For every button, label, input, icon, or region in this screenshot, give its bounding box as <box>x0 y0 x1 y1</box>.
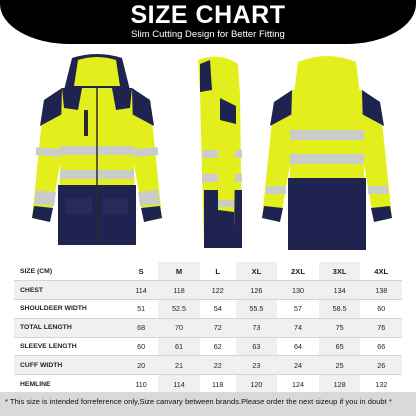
measurement-value: 124 <box>277 375 319 394</box>
measurement-value: 118 <box>200 375 236 394</box>
measurement-value: 58.5 <box>319 300 361 319</box>
measurement-value: 122 <box>200 281 236 300</box>
table-row <box>14 318 402 337</box>
size-col-header: S <box>124 262 158 281</box>
size-col-header: M <box>158 262 200 281</box>
measurement-value: 66 <box>360 337 402 356</box>
size-col-header: XL <box>236 262 278 281</box>
jacket-side-image <box>180 50 260 260</box>
size-table <box>14 262 402 394</box>
measurement-value: 57 <box>277 300 319 319</box>
measurement-value: 65 <box>319 337 361 356</box>
measurement-value: 23 <box>236 356 278 375</box>
size-col-header: 4XL <box>360 262 402 281</box>
measurement-value: 128 <box>319 375 361 394</box>
measurement-value: 73 <box>236 318 278 337</box>
footnote-bar <box>0 392 416 416</box>
measurement-label: CUFF WIDTH <box>14 356 124 375</box>
measurement-value: 51 <box>124 300 158 319</box>
measurement-value: 52.5 <box>158 300 200 319</box>
measurement-value: 126 <box>236 281 278 300</box>
measurement-label: SHOULDEER WIDTH <box>14 300 124 319</box>
measurement-value: 54 <box>200 300 236 319</box>
measurement-value: 61 <box>158 337 200 356</box>
measurement-value: 68 <box>124 318 158 337</box>
banner-title: SIZE CHART <box>130 1 286 29</box>
measurement-label: HEMLINE <box>14 375 124 394</box>
measurement-value: 110 <box>124 375 158 394</box>
size-unit-label: SIZE (CM) <box>14 262 124 281</box>
measurement-value: 114 <box>124 281 158 300</box>
measurement-value: 76 <box>360 318 402 337</box>
measurement-value: 24 <box>277 356 319 375</box>
measurement-value: 22 <box>200 356 236 375</box>
jacket-front-image <box>22 50 172 260</box>
measurement-label: TOTAL LENGTH <box>14 318 124 337</box>
measurement-value: 132 <box>360 375 402 394</box>
table-row <box>14 375 402 394</box>
measurement-value: 130 <box>277 281 319 300</box>
measurement-value: 63 <box>236 337 278 356</box>
footnote-text: * This size is intended forreference only,Size canvary between brands.Please order the next sizeup if you in doubt * <box>5 397 392 406</box>
measurement-value: 26 <box>360 356 402 375</box>
measurement-value: 75 <box>319 318 361 337</box>
table-row <box>14 300 402 319</box>
banner-subtitle: Slim Cutting Design for Better Fitting <box>131 29 285 40</box>
table-row <box>14 337 402 356</box>
measurement-value: 55.5 <box>236 300 278 319</box>
measurement-value: 114 <box>158 375 200 394</box>
table-row <box>14 356 402 375</box>
measurement-value: 138 <box>360 281 402 300</box>
measurement-label: CHEST <box>14 281 124 300</box>
jacket-back-image <box>252 50 402 260</box>
measurement-value: 62 <box>200 337 236 356</box>
title-banner <box>0 0 416 44</box>
measurement-value: 120 <box>236 375 278 394</box>
measurement-value: 74 <box>277 318 319 337</box>
measurement-value: 134 <box>319 281 361 300</box>
measurement-value: 20 <box>124 356 158 375</box>
measurement-value: 25 <box>319 356 361 375</box>
measurement-value: 60 <box>124 337 158 356</box>
measurement-value: 21 <box>158 356 200 375</box>
size-col-header: 3XL <box>319 262 361 281</box>
measurement-value: 70 <box>158 318 200 337</box>
product-photos <box>0 50 416 260</box>
size-header-row <box>14 262 402 281</box>
measurement-value: 118 <box>158 281 200 300</box>
size-col-header: 2XL <box>277 262 319 281</box>
measurement-value: 60 <box>360 300 402 319</box>
measurement-value: 64 <box>277 337 319 356</box>
measurement-label: SLEEVE LENGTH <box>14 337 124 356</box>
measurement-value: 72 <box>200 318 236 337</box>
size-col-header: L <box>200 262 236 281</box>
table-row <box>14 281 402 300</box>
